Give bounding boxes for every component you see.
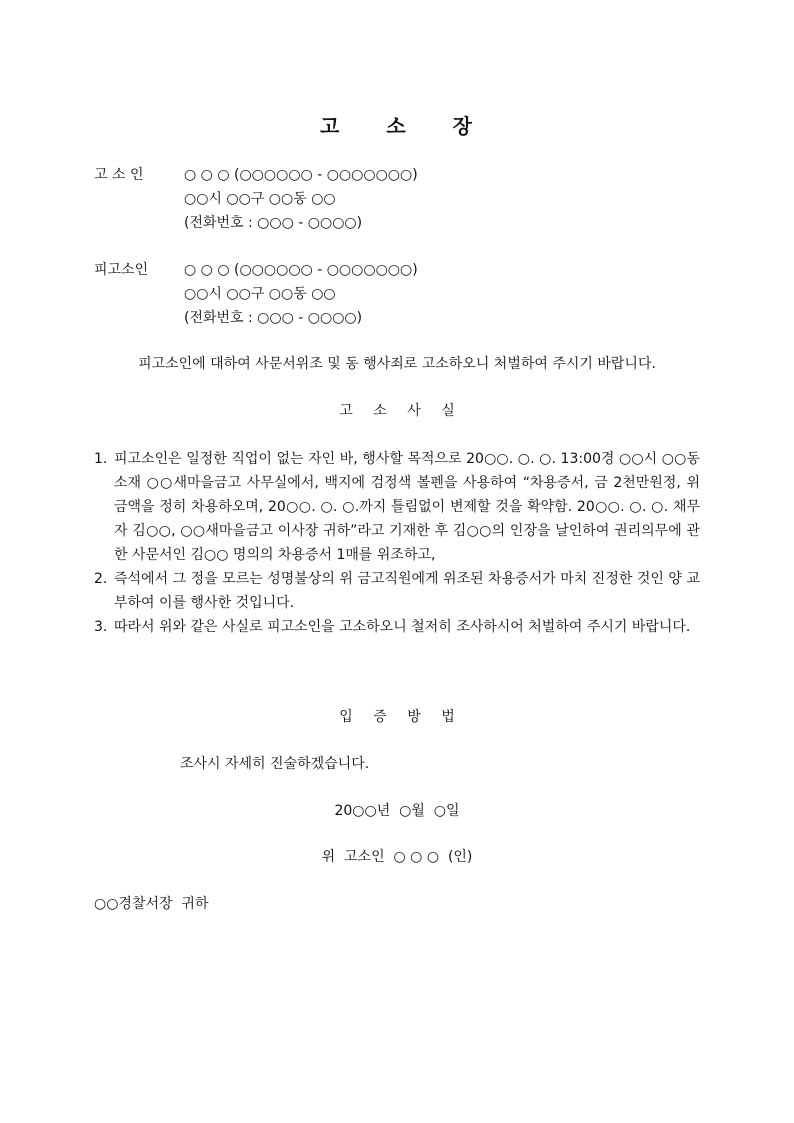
facts-list (94, 447, 700, 639)
fact-text: 따라서 위와 같은 사실로 피고소인을 고소하오니 철저히 조사하시어 처벌하여 주시기 바랍니다. (114, 619, 691, 635)
title-char: 장 (452, 114, 474, 138)
heading-char: 방 (407, 709, 421, 725)
heading-char: 소 (373, 403, 387, 419)
heading-char: 법 (441, 709, 455, 725)
fact-text: 피고소인은 일정한 직업이 없는 자인 바, 행사할 목적으로 20○○. ○. ○. 13:00경 ○○시 ○○동 소재 ○○새마을금고 사무실에서, 백지에 검정색 볼펜을 사용하여 “차용증서, 금 2천만원정, 위 금액을 정히 차용하오며, 20○○. ○. ○.까지 틀림없이 변제할 것을 확약함. 20○○. ○. ○. 채무자 김○○, ○○새마을금고 이사장 귀하”라고 기재한 후 김○○의 인장을 날인하여 권리의무에 관한 사문서인 김○○ 명의의 차용증서 1매를 위조하고, (114, 451, 700, 563)
evidence-heading (0, 705, 794, 729)
recipient-line: ○○경찰서장 귀하 (94, 896, 209, 912)
defendant-label: 피고소인 (94, 262, 149, 278)
title-char: 고 (320, 114, 342, 138)
title-char: 소 (386, 114, 408, 138)
complainant-address: ○○시 ○○구 ○○동 ○○ (184, 191, 336, 207)
defendant-phone: (전화번호 : ○○○ - ○○○○) (184, 310, 363, 326)
document-title (0, 110, 794, 139)
heading-char: 사 (407, 403, 421, 419)
defendant-address: ○○시 ○○구 ○○동 ○○ (184, 286, 336, 302)
heading-char: 증 (373, 709, 387, 725)
heading-char: 실 (441, 403, 455, 419)
fact-item (94, 567, 700, 615)
heading-char: 입 (339, 709, 353, 725)
filing-date: 20○○년 ○월 ○일 (334, 803, 460, 819)
fact-number: 2. (94, 571, 108, 587)
complainant-signature: 위 고소인 ○ ○ ○ (인) (321, 849, 473, 865)
evidence-text: 조사시 자세히 진술하겠습니다. (180, 756, 370, 772)
complaint-statement: 피고소인에 대하여 사문서위조 및 동 행사죄로 고소하오니 처벌하여 주시기 바랍니다. (138, 356, 656, 372)
heading-char: 고 (339, 403, 353, 419)
complainant-name-id: ○ ○ ○ (○○○○○○ - ○○○○○○○) (184, 167, 418, 183)
fact-item (94, 615, 700, 639)
defendant-name-id: ○ ○ ○ (○○○○○○ - ○○○○○○○) (184, 262, 418, 278)
complainant-phone: (전화번호 : ○○○ - ○○○○) (184, 215, 363, 231)
facts-heading (0, 399, 794, 423)
fact-item (94, 447, 700, 567)
fact-text: 즉석에서 그 정을 모르는 성명불상의 위 금고직원에게 위조된 차용증서가 마치 진정한 것인 양 교부하여 이를 행사한 것입니다. (114, 571, 700, 611)
fact-number: 1. (94, 451, 108, 467)
complainant-label: 고 소 인 (94, 167, 144, 183)
fact-number: 3. (94, 619, 108, 635)
